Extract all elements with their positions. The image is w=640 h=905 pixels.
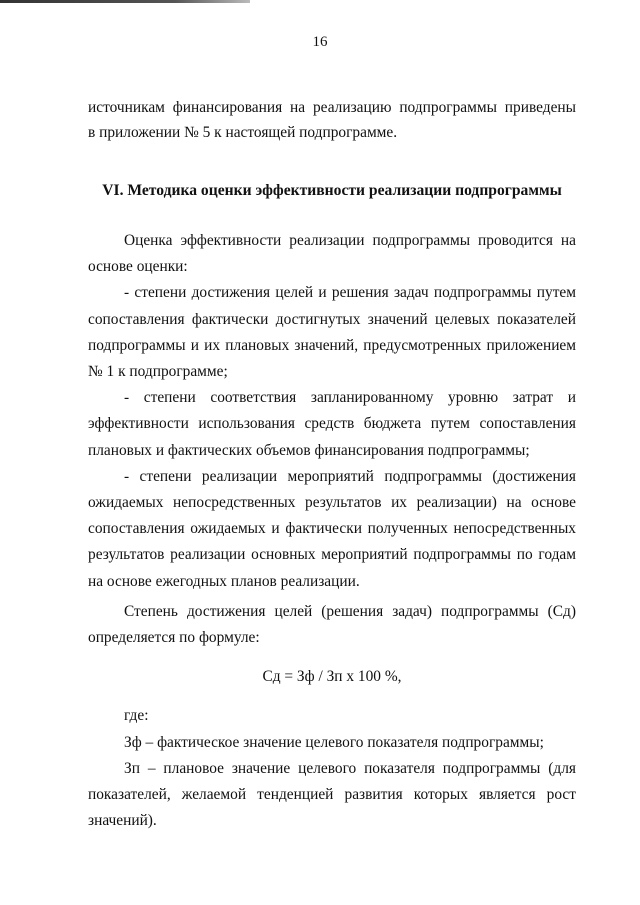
continuation-line-1: источникам финансирования на реализацию подпрограммы приведены	[88, 99, 576, 116]
definition-zp: Зп – плановое значение целевого показателя подпрограммы (для показателей, желаемой тенденцией развития которых является рост значений).	[88, 759, 576, 830]
degree-paragraph: Степень достижения целей (решения задач) подпрограммы (Сд) определяется по формуле:	[88, 602, 576, 647]
definition-zf: Зф – фактическое значение целевого показателя подпрограммы;	[124, 733, 544, 751]
page-number: 16	[312, 34, 328, 50]
list-item-cost-compliance: - степени соответствия запланированному уровню затрат и эффективности использования средств бюджета путем сопоставления плановых и фактических объемов финансирования подпрограммы;	[88, 389, 576, 459]
list-item-goal-achievement: - степени достижения целей и решения задач подпрограммы путем сопоставления фактически достигнутых значений целевых показателей подпрограммы и их плановых значений, предусмотренных приложением № 1 к подпрограмме;	[88, 284, 576, 381]
where-label: где:	[124, 707, 149, 725]
section-heading: VI. Методика оценки эффективности реализации подпрограммы	[102, 182, 562, 199]
formula: Сд = Зф / Зп х 100 %,	[262, 668, 402, 686]
intro-paragraph: Оценка эффективности реализации подпрограммы проводится на основе оценки:	[88, 232, 576, 276]
continuation-paragraph	[88, 95, 576, 145]
list-item-activities-implementation: - степени реализации мероприятий подпрограммы (достижения ожидаемых непосредственных результатов их реализации) на основе сопоставления ожидаемых и фактически полученных непосредственных результатов реализации основных мероприятий подпрограммы по годам на основе ежегодных планов реализации.	[88, 467, 576, 590]
scan-top-rule	[0, 0, 250, 3]
methodology-body	[88, 228, 576, 834]
continuation-line-2: в приложении № 5 к настоящей подпрограмме.	[88, 124, 398, 141]
